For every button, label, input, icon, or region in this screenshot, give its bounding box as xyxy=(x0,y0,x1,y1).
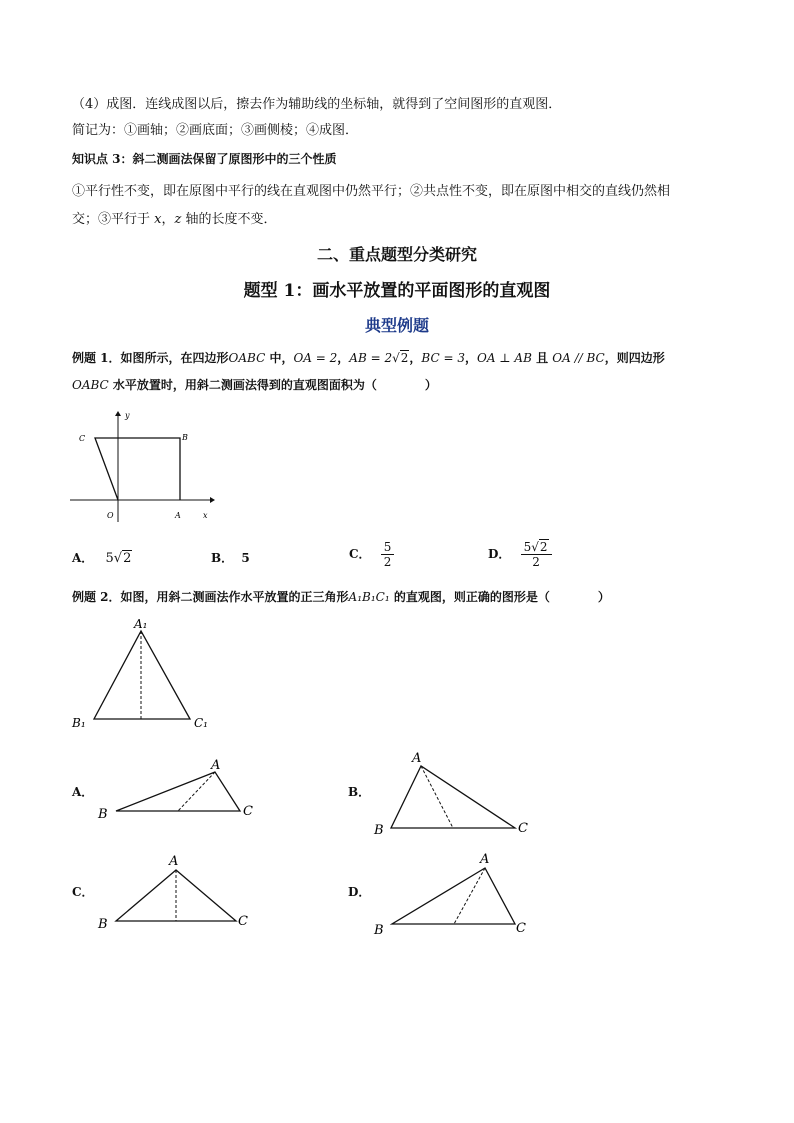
example-2-option-c-figure[interactable] xyxy=(92,850,272,935)
option-b-label-b: B xyxy=(374,823,384,838)
example-1-option-b[interactable]: B． 5 xyxy=(211,551,250,565)
example-1-line-1: 例题 1．如图所示，在四边形OABC 中，OA = 2，AB = 2√2，BC = 3，OA ⊥ AB 且 OA // BC，则四边形 xyxy=(72,351,665,365)
option-b-label-c: C xyxy=(518,821,528,836)
label-b1: B₁ xyxy=(72,716,86,730)
option-a-dashed xyxy=(178,772,215,811)
option-b-triangle xyxy=(391,766,515,828)
section-heading: 二、重点题型分类研究 xyxy=(316,245,477,264)
property-line-2: 交；③平行于 x，z 轴的长度不变． xyxy=(72,212,277,227)
summary-text: 简记为：①画轴；②画底面；③画侧棱；④成图． xyxy=(72,123,359,138)
option-d-dashed xyxy=(454,868,485,924)
step4-text: （4）成图．连线成图以后，擦去作为辅助线的坐标轴，就得到了空间图形的直观图． xyxy=(72,97,562,112)
label-a: A xyxy=(175,511,181,520)
option-c-label-b: B xyxy=(98,917,108,932)
example-2-option-a-figure[interactable] xyxy=(92,755,272,825)
examples-heading: 典型例题 xyxy=(364,316,429,335)
option-b-dashed xyxy=(421,766,453,828)
property-line-1: ①平行性不变，即在原图中平行的线在直观图中仍然平行；②共点性不变，即在原图中相交的直线仍然相 xyxy=(72,184,671,199)
option-a-label-c: C xyxy=(243,804,253,819)
label-b: B xyxy=(182,433,188,442)
option-d-label-c: C xyxy=(516,921,526,936)
quadrilateral-oabc xyxy=(95,438,180,500)
example-1-option-c[interactable]: C． $\frac{5}{2}$ xyxy=(349,540,394,569)
example-2-option-c-label[interactable]: C． xyxy=(72,885,94,899)
label-a1: A₁ xyxy=(134,617,148,631)
option-c-label-a: A xyxy=(169,854,179,869)
option-b-label-a: A xyxy=(412,751,422,766)
example-1-option-d[interactable]: D． $\frac{5√2}{2}$ xyxy=(488,540,552,569)
example-2-option-b-label[interactable]: B． xyxy=(348,785,371,799)
example-2-option-d-label[interactable]: D． xyxy=(348,885,371,899)
option-a-triangle xyxy=(116,772,240,811)
example-2-option-b-figure[interactable] xyxy=(370,744,540,840)
label-o: O xyxy=(107,511,114,520)
label-c: C xyxy=(79,434,86,443)
option-d-triangle xyxy=(392,868,515,924)
label-y: y xyxy=(125,411,130,420)
label-c1: C₁ xyxy=(194,716,208,730)
option-c-label-c: C xyxy=(238,914,248,929)
option-a-label-b: B xyxy=(98,807,108,822)
option-d-label-b: B xyxy=(374,923,384,938)
example-2-option-a-label[interactable]: A． xyxy=(72,785,94,799)
option-d-label-a: A xyxy=(480,852,490,867)
x-axis-arrow xyxy=(210,497,215,503)
example-2-figure xyxy=(70,614,220,734)
question-type-heading: 题型 1：画水平放置的平面图形的直观图 xyxy=(243,281,551,301)
example-2-option-d-figure[interactable] xyxy=(370,848,540,940)
example-1-line-2: OABC 水平放置时，用斜二测画法得到的直观图面积为（ ） xyxy=(72,378,437,392)
knowledge-point-3: 知识点 3：斜二测画法保留了原图形中的三个性质 xyxy=(72,152,337,166)
equilateral-triangle xyxy=(94,631,190,719)
example-2-question: 例题 2．如图，用斜二测画法作水平放置的正三角形A₁B₁C₁ 的直观图，则正确的图形是（ ） xyxy=(72,590,610,604)
example-1-figure xyxy=(70,410,220,525)
label-x: x xyxy=(203,511,208,520)
example-1-option-a[interactable]: A． 5√2 xyxy=(72,551,132,566)
option-a-label-a: A xyxy=(211,758,221,773)
y-axis-arrow xyxy=(115,411,121,416)
